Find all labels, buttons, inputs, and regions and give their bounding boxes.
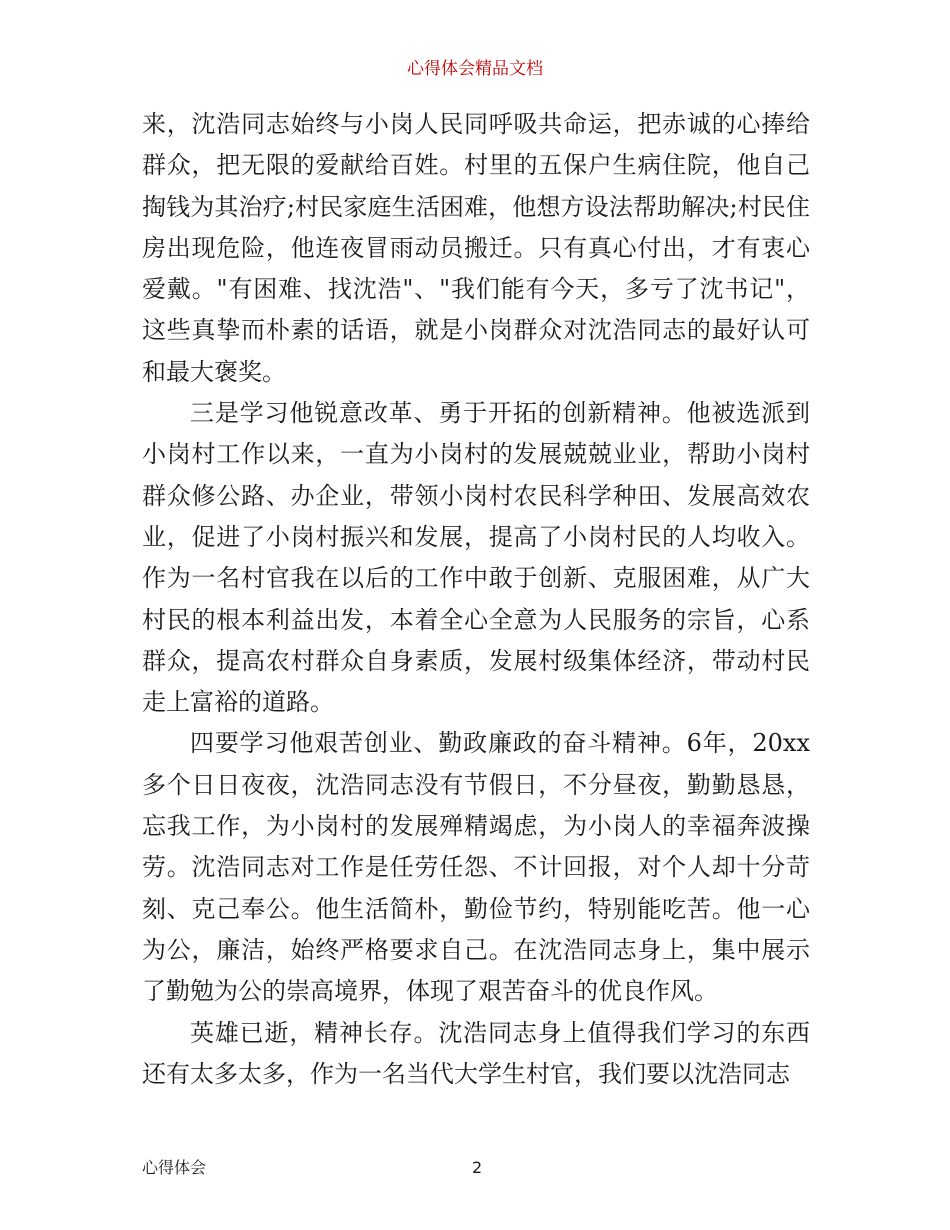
paragraph-innovation-spirit: 三是学习他锐意改革、勇于开拓的创新精神。他被选派到小岗村工作以来，一直为小岗村的发展兢兢业业，帮助小岗村群众修公路、办企业，带领小岗村农民科学种田、发展高效农业，促进了小岗村振兴和发展，提高了小岗村民的人均收入。作为一名村官我在以后的工作中敢于创新、克服困难，从广大村民的根本利益出发，本着全心全意为人民服务的宗旨，心系群众，提高农村群众自身素质，发展村级集体经济，带动村民走上富裕的道路。 — [142, 399, 810, 717]
footer-label: 心得体会 — [142, 1158, 207, 1177]
paragraph-hero-spirit: 英雄已逝，精神长存。沈浩同志身上值得我们学习的东西还有太多太多，作为一名当代大学生村官，我们要以沈浩同志 — [142, 1018, 810, 1088]
paragraph-continuation: 来，沈浩同志始终与小岗人民同呼吸共命运，把赤诚的心捧给群众，把无限的爱献给百姓。村里的五保户生病住院，他自己掏钱为其治疗;村民家庭生活困难，他想方设法帮助解决;村民住房出现危险，他连夜冒雨动员搬迁。只有真心付出，才有衷心爱戴。"有困难、找沈浩"、"我们能有今天，多亏了沈书记"，这些真挚而朴素的话语，就是小岗群众对沈浩同志的最好认可和最大褒奖。 — [142, 110, 810, 386]
page-footer — [142, 1156, 810, 1180]
page-header-title: 心得体会精品文档 — [407, 59, 543, 79]
page-number: 2 — [472, 1158, 483, 1177]
document-body — [142, 104, 810, 1095]
paragraph-hard-work-spirit: 四要学习他艰苦创业、勤政廉政的奋斗精神。6年，20xx多个日日夜夜，沈浩同志没有节假日，不分昼夜，勤勤恳恳，忘我工作，为小岗村的发展殚精竭虑，为小岗人的幸福奔波操劳。沈浩同志对工作是任劳任怨、不计回报，对个人却十分苛刻、克己奉公。他生活简朴，勤俭节约，特别能吃苦。他一心为公，廉洁，始终严格要求自己。在沈浩同志身上，集中展示了勤勉为公的崇高境界，体现了艰苦奋斗的优良作风。 — [142, 729, 810, 1006]
